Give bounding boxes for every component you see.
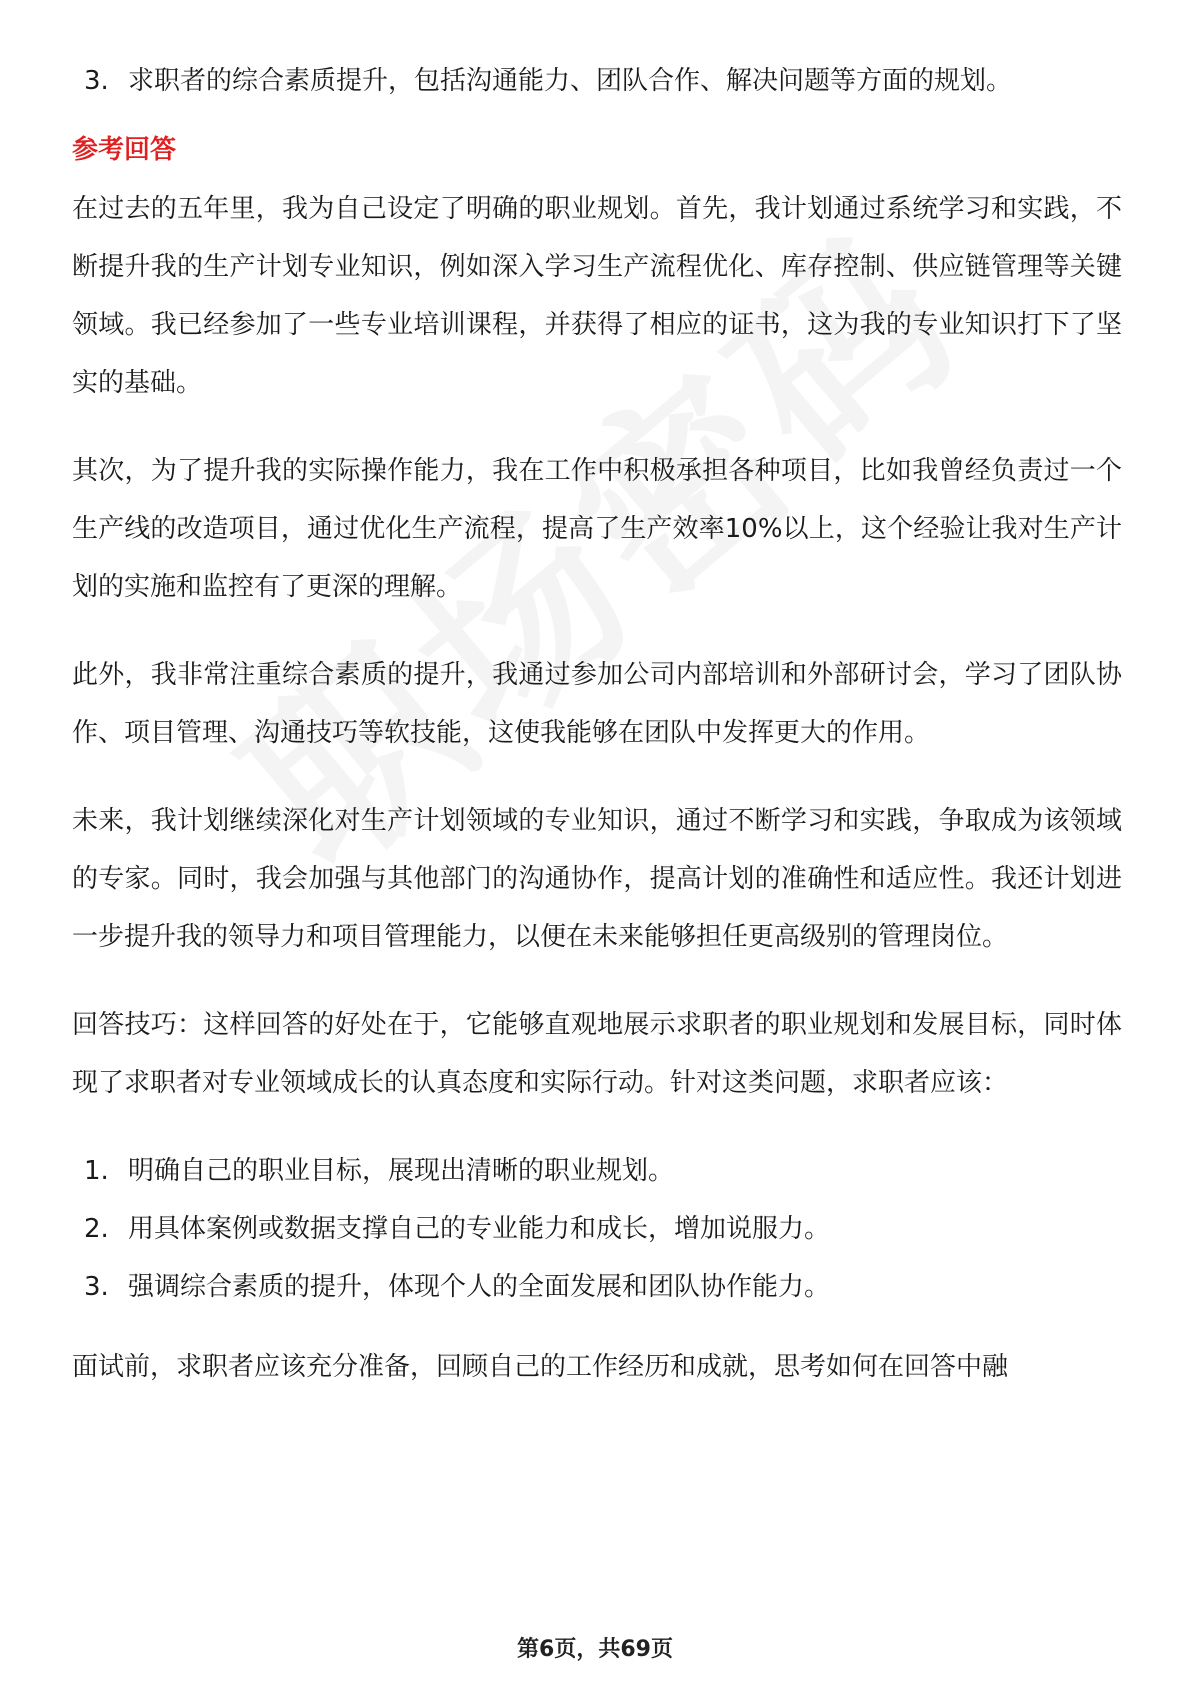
list-item [72,1200,1122,1258]
list-item-number: 3. [84,1272,109,1302]
page-footer: 第6页，共69页 [517,1637,673,1662]
answer-paragraph-4: 未来，我计划继续深化对生产计划领域的专业知识，通过不断学习和实践，争取成为该领域的专家。同时，我会加强与其他部门的沟通协作，提高计划的准确性和适应性。我还计划进一步提升我的领导力和项目管理能力，以便在未来能够担任更高级别的管理岗位。 [72,806,1122,952]
page-content [72,52,1122,1426]
list-item [72,1258,1122,1316]
list-item-text: 用具体案例或数据支撑自己的专业能力和成长，增加说服力。 [128,1214,831,1244]
list-item-number: 1. [84,1156,109,1186]
list-item-number: 2. [84,1214,109,1244]
list-item-text: 明确自己的职业目标，展现出清晰的职业规划。 [128,1156,675,1186]
list-item-text: 求职者的综合素质提升，包括沟通能力、团队合作、解决问题等方面的规划。 [128,66,1013,96]
list-item-text: 强调综合素质的提升，体现个人的全面发展和团队协作能力。 [128,1272,831,1302]
list-item-number: 3. [84,66,109,96]
answer-paragraph-1: 在过去的五年里，我为自己设定了明确的职业规划。首先，我计划通过系统学习和实践，不断提升我的生产计划专业知识，例如深入学习生产流程优化、库存控制、供应链管理等关键领域。我已经参加了一些专业培训课程，并获得了相应的证书，这为我的专业知识打下了坚实的基础。 [72,194,1122,398]
answer-paragraph-2: 其次，为了提升我的实际操作能力，我在工作中积极承担各种项目，比如我曾经负责过一个生产线的改造项目，通过优化生产流程，提高了生产效率10%以上，这个经验让我对生产计划的实施和监控有了更深的理解。 [72,456,1122,602]
top-list [72,52,1122,110]
list-item [72,52,1122,110]
answer-paragraph-3: 此外，我非常注重综合素质的提升，我通过参加公司内部培训和外部研讨会，学习了团队协作、项目管理、沟通技巧等软技能，这使我能够在团队中发挥更大的作用。 [72,660,1122,748]
list-item [72,1142,1122,1200]
tips-list [72,1142,1122,1316]
final-paragraph: 面试前，求职者应该充分准备，回顾自己的工作经历和成就，思考如何在回答中融 [72,1352,1009,1382]
tips-intro-paragraph: 回答技巧：这样回答的好处在于，它能够直观地展示求职者的职业规划和发展目标，同时体现了求职者对专业领域成长的认真态度和实际行动。针对这类问题，求职者应该： [72,1010,1122,1098]
section-title: 参考回答 [72,135,177,165]
